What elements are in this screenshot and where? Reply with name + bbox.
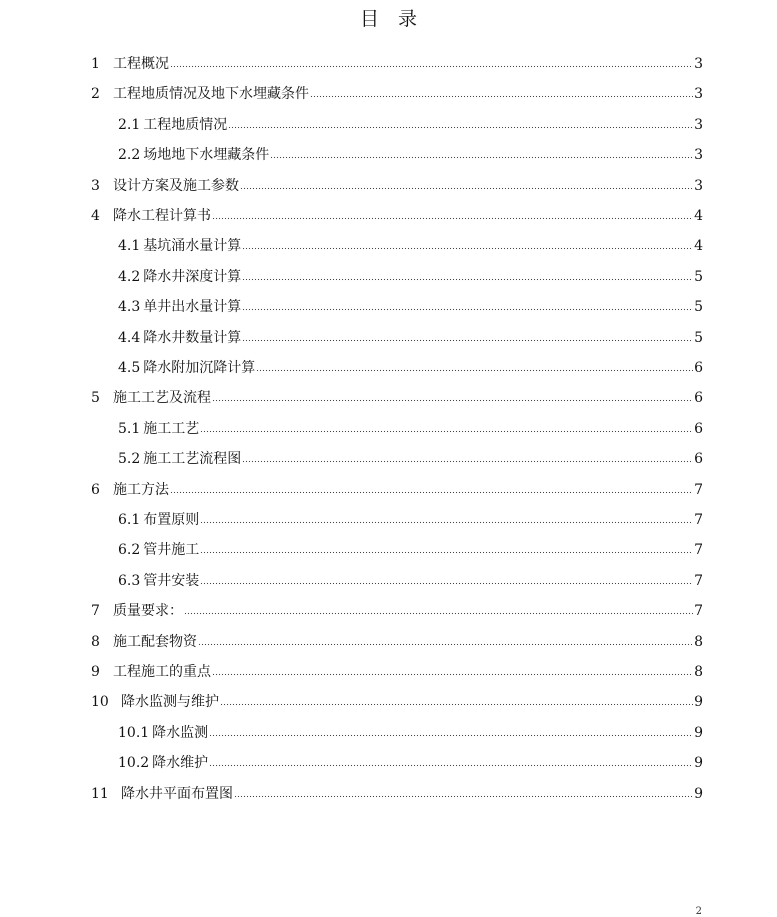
toc-entry-number: 4.4 bbox=[118, 329, 141, 346]
toc-entry[interactable] bbox=[91, 658, 703, 680]
toc-entry-label: 施工方法 bbox=[113, 481, 169, 498]
toc-entry-label: 布置原则 bbox=[143, 512, 200, 528]
toc-title: 目 录 bbox=[359, 8, 417, 30]
toc-entry-label: 工程地质情况及地下水埋藏条件 bbox=[113, 86, 309, 103]
toc-entry-label: 单井出水量计算 bbox=[143, 299, 242, 316]
toc-entry-label: 基坑涌水量计算 bbox=[143, 238, 242, 255]
toc-leader-dots bbox=[242, 460, 693, 464]
toc-entry-number: 4.1 bbox=[118, 238, 141, 255]
toc-leader-dots bbox=[212, 399, 693, 403]
toc-entry-number: 8 bbox=[91, 633, 100, 650]
toc-entry-page: 3 bbox=[694, 147, 703, 164]
toc-leader-dots bbox=[240, 187, 693, 191]
toc-entry[interactable] bbox=[118, 141, 703, 163]
toc-entry-page: 8 bbox=[694, 633, 703, 650]
toc-entry[interactable] bbox=[118, 567, 703, 589]
toc-entry-label: 施工工艺流程图 bbox=[143, 451, 242, 468]
toc-entry-label: 降水井数量计算 bbox=[143, 329, 242, 346]
toc-entry[interactable] bbox=[118, 536, 703, 558]
toc-entry[interactable] bbox=[118, 506, 703, 528]
toc-leader-dots bbox=[234, 795, 693, 799]
toc-leader-dots bbox=[200, 430, 693, 434]
toc-leader-dots bbox=[170, 65, 693, 69]
toc-entry[interactable] bbox=[91, 688, 703, 710]
toc-entry-number: 3 bbox=[91, 177, 100, 194]
toc-entry-number: 5.2 bbox=[118, 451, 141, 468]
toc-entry-label: 管井施工 bbox=[143, 542, 200, 559]
toc-entry[interactable] bbox=[118, 719, 703, 741]
toc-entry-label: 质量要求： bbox=[113, 603, 183, 620]
toc-leader-dots bbox=[209, 734, 693, 738]
page-number: 2 bbox=[695, 906, 702, 917]
toc-leader-dots bbox=[170, 491, 693, 495]
toc-entry-number: 4.2 bbox=[118, 268, 141, 285]
toc-entry-page: 7 bbox=[694, 542, 703, 559]
toc-entry-label: 降水监测 bbox=[152, 724, 209, 741]
toc-entry[interactable] bbox=[118, 415, 703, 437]
toc-entry-label: 工程施工的重点 bbox=[113, 664, 211, 680]
toc-leader-dots bbox=[242, 339, 693, 343]
toc-entry[interactable] bbox=[118, 232, 703, 254]
toc-entry-page: 7 bbox=[694, 481, 703, 498]
toc-entry-number: 1 bbox=[91, 56, 100, 72]
toc-leader-dots bbox=[200, 582, 693, 586]
toc-leader-dots bbox=[200, 551, 693, 555]
toc-leader-dots bbox=[270, 156, 693, 160]
toc-leader-dots bbox=[242, 247, 693, 251]
toc-entry-number: 10 bbox=[91, 694, 109, 711]
toc-entry-label: 施工工艺及流程 bbox=[113, 390, 211, 407]
toc-entry-page: 4 bbox=[694, 208, 703, 224]
toc-entry-number: 6.2 bbox=[118, 542, 141, 559]
toc-entry[interactable] bbox=[91, 628, 703, 650]
toc-entry-page: 3 bbox=[694, 86, 703, 103]
toc-leader-dots bbox=[212, 673, 693, 677]
toc-entry[interactable] bbox=[91, 172, 703, 194]
toc-entry-label: 管井安装 bbox=[143, 572, 200, 589]
toc-entry-page: 7 bbox=[694, 572, 703, 589]
toc-entry-number: 10.1 bbox=[118, 724, 150, 741]
toc-entry-label: 降水井深度计算 bbox=[143, 268, 242, 285]
toc-entry[interactable] bbox=[118, 111, 703, 133]
toc-leader-dots bbox=[228, 126, 693, 130]
toc-entry[interactable] bbox=[91, 597, 703, 619]
toc-leader-dots bbox=[212, 217, 693, 221]
toc-entry-number: 6.3 bbox=[118, 572, 141, 589]
toc-entry-number: 4.5 bbox=[118, 360, 141, 376]
toc-entry-label: 降水监测与维护 bbox=[121, 694, 219, 711]
toc-entry-page: 9 bbox=[694, 755, 703, 772]
toc-entry-label: 降水维护 bbox=[152, 755, 209, 772]
toc-entry-page: 6 bbox=[694, 420, 703, 437]
toc-entry[interactable] bbox=[118, 263, 703, 285]
toc-entry[interactable] bbox=[91, 476, 703, 498]
toc-entry-label: 工程地质情况 bbox=[143, 116, 228, 133]
toc-entry-number: 5.1 bbox=[118, 420, 141, 437]
toc-leader-dots bbox=[220, 703, 693, 707]
toc-entry-number: 2.2 bbox=[118, 147, 141, 164]
toc-entry-number: 11 bbox=[91, 785, 109, 802]
toc-entry-page: 7 bbox=[694, 512, 703, 528]
toc-entry-number: 4 bbox=[91, 208, 100, 224]
toc-entry-label: 施工配套物资 bbox=[113, 633, 197, 650]
toc-entry-number: 2.1 bbox=[118, 116, 141, 133]
toc-entry-page: 6 bbox=[694, 390, 703, 407]
toc-entry[interactable] bbox=[118, 354, 703, 376]
toc-entry-page: 5 bbox=[694, 268, 703, 285]
toc-entry-page: 3 bbox=[694, 56, 703, 72]
toc-entry-page: 8 bbox=[694, 664, 703, 680]
toc-entry-label: 降水附加沉降计算 bbox=[143, 360, 256, 376]
toc-entry[interactable] bbox=[91, 50, 703, 72]
toc-entry-number: 10.2 bbox=[118, 755, 150, 772]
toc-entry[interactable] bbox=[118, 293, 703, 315]
toc-entry[interactable] bbox=[118, 445, 703, 467]
toc-leader-dots bbox=[200, 521, 693, 525]
toc-entry-page: 6 bbox=[694, 451, 703, 468]
toc-entry-label: 工程概况 bbox=[113, 56, 169, 72]
toc-entry[interactable] bbox=[91, 384, 703, 406]
toc-entry-label: 降水井平面布置图 bbox=[121, 785, 233, 802]
toc-entry[interactable] bbox=[118, 324, 703, 346]
toc-leader-dots bbox=[209, 764, 693, 768]
toc-entry-label: 降水工程计算书 bbox=[113, 208, 211, 224]
toc-entry-page: 9 bbox=[694, 785, 703, 802]
toc-entry[interactable] bbox=[118, 749, 703, 771]
toc-entry-number: 2 bbox=[91, 86, 100, 103]
toc-entry-page: 7 bbox=[694, 603, 703, 620]
toc-entry-page: 9 bbox=[694, 724, 703, 741]
toc-entry-number: 9 bbox=[91, 664, 100, 680]
toc-entry-number: 7 bbox=[91, 603, 100, 620]
toc-entry-page: 4 bbox=[694, 238, 703, 255]
toc-entry-page: 9 bbox=[694, 694, 703, 711]
toc-entry-page: 5 bbox=[694, 329, 703, 346]
toc-entry-number: 5 bbox=[91, 390, 100, 407]
toc-entry-number: 6 bbox=[91, 481, 100, 498]
toc-entry[interactable] bbox=[91, 780, 703, 802]
toc-leader-dots bbox=[310, 95, 693, 99]
toc-entry-label: 施工工艺 bbox=[143, 420, 200, 437]
toc-entry-page: 3 bbox=[694, 177, 703, 194]
toc-entry-number: 4.3 bbox=[118, 299, 141, 316]
toc-leader-dots bbox=[184, 612, 693, 616]
toc-entry-label: 场地地下水埋藏条件 bbox=[143, 147, 270, 164]
toc-leader-dots bbox=[242, 308, 693, 312]
toc-leader-dots bbox=[242, 278, 693, 282]
toc-entry[interactable] bbox=[91, 202, 703, 224]
toc-entry-page: 3 bbox=[694, 116, 703, 133]
toc-entry-page: 5 bbox=[694, 299, 703, 316]
toc-entry-number: 6.1 bbox=[118, 512, 141, 528]
toc-entry[interactable] bbox=[91, 80, 703, 102]
toc-entry-page: 6 bbox=[694, 360, 703, 376]
toc-entry-label: 设计方案及施工参数 bbox=[113, 177, 239, 194]
toc-leader-dots bbox=[256, 369, 693, 373]
toc-leader-dots bbox=[198, 643, 693, 647]
